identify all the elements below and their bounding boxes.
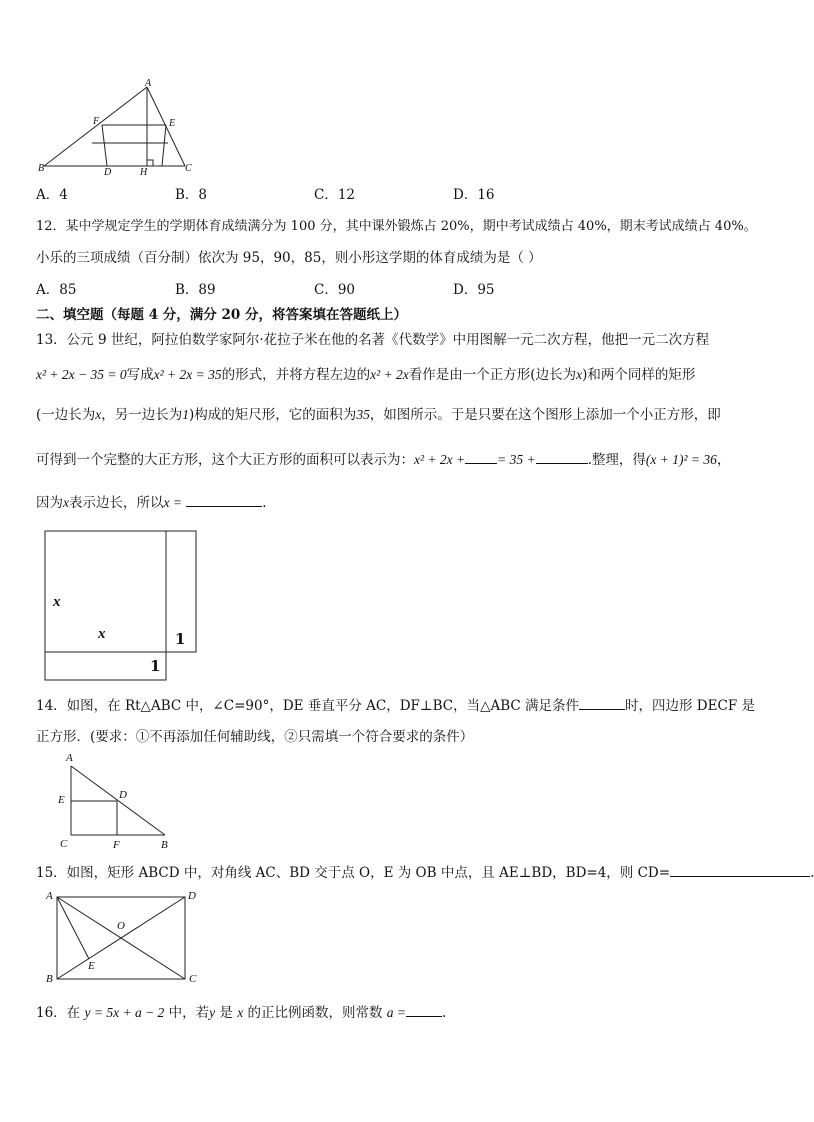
q11-option-b: B．8 [175, 187, 208, 203]
label-a: A [145, 78, 152, 89]
q12-option-a: A．85 [36, 282, 77, 298]
q12-option-c: C．90 [314, 282, 356, 298]
q11-option-a: A．4 [36, 187, 68, 203]
q12-line1: 12．某中学规定学生的学期体育成绩满分为 100 分，其中课外锻炼占 20%，期中考试成绩占 40%，期末考试成绩占 40%。 [36, 219, 757, 234]
q13-text: ，如图所示。于是只要在这个图形上添加一个小正方形，即 [369, 407, 721, 423]
q15-text: 15．如图，矩形 ABCD 中，对角线 AC、BD 交于点 O，E 为 OB 中点，且 AE⊥BD，BD=4，则 CD= [36, 865, 671, 881]
q16-text: 中，若 [168, 1005, 210, 1021]
fig14-label-f: F [113, 839, 120, 851]
fig15-label-d: D [188, 890, 196, 902]
q13-num-35: 35 [356, 407, 370, 422]
q16-var-a: a = [386, 1005, 407, 1020]
q13-text: ，另一边长为 [101, 407, 183, 423]
fig13-label-x-left: x [53, 594, 61, 610]
segment-ae [57, 897, 89, 959]
q13-text: 表示边长，所以 [69, 495, 164, 511]
q11-option-d: D．16 [453, 187, 495, 203]
label-f: F [93, 116, 100, 127]
q16-text: 的正比例函数，则常数 [247, 1005, 383, 1021]
q13-eq7: x = [163, 495, 182, 510]
q13-num-1: 1 [182, 407, 190, 422]
q13-text: 看作是由一个正方形(边长为 [408, 367, 577, 383]
fig13-label-1-bottom: 1 [150, 657, 161, 675]
q16-var-y: y [209, 1005, 216, 1020]
q13-text: ， [716, 452, 731, 468]
q13-text: (一边长为 [36, 407, 96, 423]
q13-text: 写成 [126, 367, 154, 383]
q15-text: . [810, 865, 814, 881]
q12-option-d: D．95 [453, 282, 495, 298]
q13-text: 因为 [36, 495, 63, 511]
q13-eq2: x² + 2x = 35 [153, 367, 222, 382]
q11-option-c: C．12 [314, 187, 356, 203]
fig15-label-o: O [117, 920, 125, 932]
q13-var-x: x [95, 407, 102, 422]
q16-eq: y = 5x + a − 2 [84, 1005, 165, 1020]
q13-eq3: x² + 2x [370, 367, 409, 382]
label-h: H [140, 167, 148, 178]
fig14-label-a: A [66, 752, 73, 764]
fig15-label-b: B [46, 973, 53, 985]
q14-text: 14．如图，在 Rt△ABC 中，∠C=90°，DE 垂直平分 AC，DF⊥BC，当△ABC 满足条件 [36, 698, 580, 714]
q13-text: )和两个同样的矩形 [582, 367, 696, 383]
q13-eq6: (x + 1)² = 36 [645, 452, 717, 467]
fig15-label-a: A [46, 890, 53, 902]
q14-line2: 正方形．(要求：①不再添加任何辅助线，②只需填一个符合要求的条件） [36, 729, 474, 745]
q13-text: . [262, 495, 267, 511]
fig15-label-e: E [88, 960, 95, 972]
q16-text: 是 [219, 1005, 233, 1021]
q16-var-x: x [237, 1005, 244, 1020]
q12-line2: 小乐的三项成绩（百分制）依次为 95，90，85，则小彤这学期的体育成绩为是（ ） [36, 250, 542, 266]
q16-answer-blank[interactable] [406, 1002, 442, 1017]
fig15-label-c: C [189, 973, 197, 985]
label-c: C [185, 163, 192, 174]
fig13-label-x-bottom: x [98, 626, 106, 642]
fig14-label-d: D [119, 789, 127, 801]
q16-line [36, 1002, 446, 1023]
fig14-label-b: B [161, 839, 168, 851]
fig13-label-1-right: 1 [175, 630, 186, 648]
q13-line1: 13．公元 9 世纪，阿拉伯数学家阿尔·花拉子米在他的名著《代数学》中用图解一元二次方程，他把一元二次方程 [36, 332, 710, 348]
q14-text: 时，四边形 DECF 是 [625, 698, 755, 714]
q13-eq4: x² + 2x + [414, 452, 466, 467]
q16-text: 16．在 [36, 1005, 81, 1021]
label-e: E [169, 118, 176, 129]
label-b: B [38, 163, 45, 174]
q13-text: .整理，得 [587, 452, 646, 468]
q12-option-b: B．89 [175, 282, 216, 298]
q16-text: . [442, 1005, 447, 1021]
q13-text: )构成的矩尺形，它的面积为 [189, 407, 357, 423]
q13-text: 的形式，并将方程左边的 [221, 367, 371, 383]
label-d: D [104, 167, 112, 178]
q13-text: 可得到一个完整的大正方形，这个大正方形的面积可以表示为： [36, 452, 414, 468]
q13-eq5: = 35 + [497, 452, 536, 467]
q13-var-x: x [63, 495, 69, 510]
q13-var-x: x [576, 367, 583, 382]
section-heading: 二、填空题（每题 4 分，满分 20 分，将答案填在答题纸上） [36, 307, 407, 323]
fig14-label-c: C [60, 838, 68, 850]
fig14-label-e: E [58, 794, 65, 806]
q13-eq1: x² + 2x − 35 = 0 [36, 367, 127, 382]
